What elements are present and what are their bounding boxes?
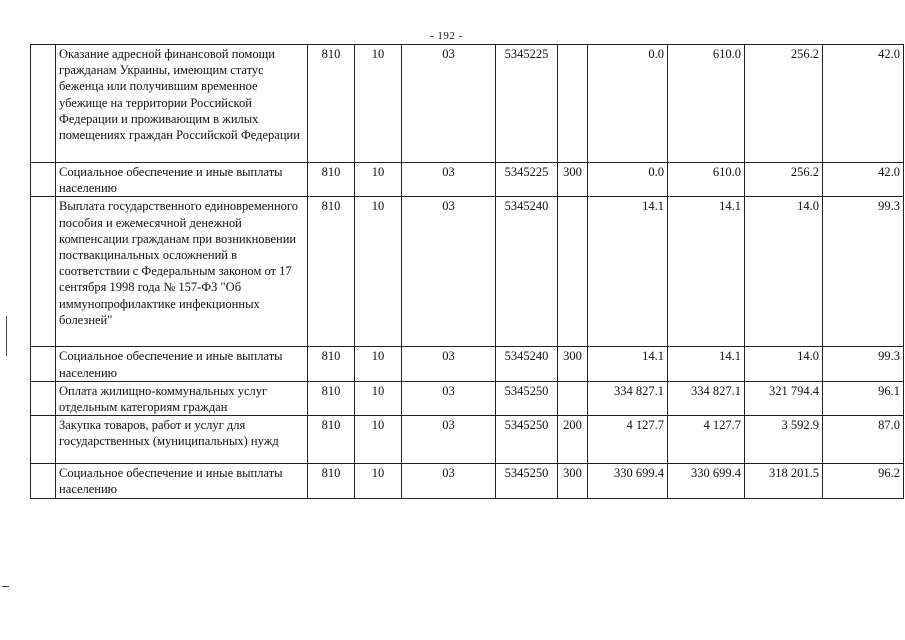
value-1: 14.1 — [588, 347, 668, 381]
subsection-code: 03 — [402, 347, 496, 381]
section-code: 10 — [355, 416, 402, 464]
ministry-code: 810 — [308, 464, 355, 498]
value-1: 4 127.7 — [588, 416, 668, 464]
value-2: 334 827.1 — [668, 381, 745, 415]
subsection-code: 03 — [402, 163, 496, 197]
table-row — [31, 416, 904, 464]
table-row — [31, 381, 904, 415]
target-code: 5345240 — [496, 347, 558, 381]
value-3: 318 201.5 — [745, 464, 823, 498]
expense-kind-code — [558, 197, 588, 347]
value-1: 0.0 — [588, 163, 668, 197]
section-code: 10 — [355, 45, 402, 163]
table-row — [31, 45, 904, 163]
row-name: Оказание адресной финансовой помощи гражданам Украины, имеющим статус беженца или получившим временное убежище на территории Российской Федерации и проживающим в жилых помещениях граждан Российской Федерации — [56, 45, 308, 163]
value-3: 3 592.9 — [745, 416, 823, 464]
subsection-code: 03 — [402, 197, 496, 347]
ministry-code: 810 — [308, 347, 355, 381]
gutter-cell — [31, 464, 56, 498]
value-2: 610.0 — [668, 163, 745, 197]
value-1: 334 827.1 — [588, 381, 668, 415]
table-row — [31, 163, 904, 197]
target-code: 5345250 — [496, 381, 558, 415]
expense-kind-code: 300 — [558, 163, 588, 197]
value-2: 14.1 — [668, 347, 745, 381]
gutter-cell — [31, 163, 56, 197]
value-4: 42.0 — [823, 45, 904, 163]
gutter-cell — [31, 347, 56, 381]
value-2: 14.1 — [668, 197, 745, 347]
row-name: Выплата государственного единовременного пособия и ежемесячной денежной компенсации гражданам при возникновении поствакцинальных осложнений в соответствии с Федеральным законом от 17 сентября 1998 года № 157-ФЗ "Об иммунопрофилактике инфекционных болезней" — [56, 197, 308, 347]
margin-scan-mark — [6, 316, 7, 356]
subsection-code: 03 — [402, 45, 496, 163]
expense-kind-code — [558, 381, 588, 415]
row-name: Закупка товаров, работ и услуг для государственных (муниципальных) нужд — [56, 416, 308, 464]
ministry-code: 810 — [308, 45, 355, 163]
expense-kind-code — [558, 45, 588, 163]
value-4: 99.3 — [823, 347, 904, 381]
target-code: 5345250 — [496, 416, 558, 464]
section-code: 10 — [355, 381, 402, 415]
table-row — [31, 197, 904, 347]
ministry-code: 810 — [308, 381, 355, 415]
ministry-code: 810 — [308, 416, 355, 464]
value-3: 14.0 — [745, 347, 823, 381]
subsection-code: 03 — [402, 381, 496, 415]
value-1: 14.1 — [588, 197, 668, 347]
value-4: 99.3 — [823, 197, 904, 347]
subsection-code: 03 — [402, 416, 496, 464]
row-name: Оплата жилищно-коммунальных услуг отдельным категориям граждан — [56, 381, 308, 415]
expense-kind-code: 300 — [558, 464, 588, 498]
value-2: 330 699.4 — [668, 464, 745, 498]
table-row — [31, 347, 904, 381]
row-name: Социальное обеспечение и иные выплаты населению — [56, 163, 308, 197]
value-3: 256.2 — [745, 163, 823, 197]
gutter-cell — [31, 416, 56, 464]
expense-kind-code: 300 — [558, 347, 588, 381]
page-number: - 192 - — [430, 30, 463, 42]
value-3: 321 794.4 — [745, 381, 823, 415]
section-code: 10 — [355, 197, 402, 347]
value-3: 14.0 — [745, 197, 823, 347]
target-code: 5345240 — [496, 197, 558, 347]
table-row — [31, 464, 904, 498]
gutter-cell — [31, 45, 56, 163]
section-code: 10 — [355, 464, 402, 498]
target-code: 5345225 — [496, 163, 558, 197]
expense-kind-code: 200 — [558, 416, 588, 464]
section-code: 10 — [355, 347, 402, 381]
row-name: Социальное обеспечение и иные выплаты населению — [56, 347, 308, 381]
subsection-code: 03 — [402, 464, 496, 498]
target-code: 5345225 — [496, 45, 558, 163]
value-3: 256.2 — [745, 45, 823, 163]
value-4: 42.0 — [823, 163, 904, 197]
value-4: 96.2 — [823, 464, 904, 498]
budget-table — [30, 44, 904, 499]
target-code: 5345250 — [496, 464, 558, 498]
row-name: Социальное обеспечение и иные выплаты населению — [56, 464, 308, 498]
section-code: 10 — [355, 163, 402, 197]
value-4: 96.1 — [823, 381, 904, 415]
value-4: 87.0 — [823, 416, 904, 464]
gutter-cell — [31, 381, 56, 415]
value-2: 4 127.7 — [668, 416, 745, 464]
value-2: 610.0 — [668, 45, 745, 163]
ministry-code: 810 — [308, 197, 355, 347]
gutter-cell — [31, 197, 56, 347]
margin-scan-mark — [2, 586, 9, 587]
value-1: 330 699.4 — [588, 464, 668, 498]
value-1: 0.0 — [588, 45, 668, 163]
ministry-code: 810 — [308, 163, 355, 197]
